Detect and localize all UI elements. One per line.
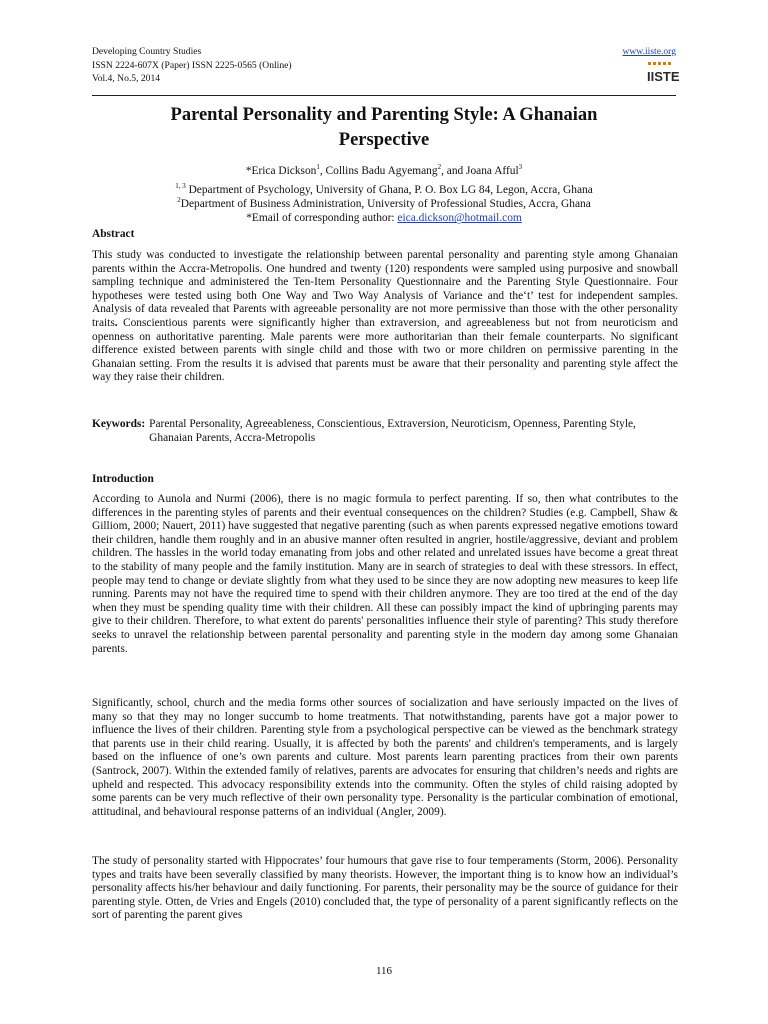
author-2: , Collins Badu Agyemang bbox=[319, 165, 438, 177]
iiste-logo bbox=[646, 61, 680, 90]
affiliation-2: $^2$Department of Business Administration, University of Professional Studies, Accra, Ghana bbox=[177, 196, 591, 211]
journal-url-link[interactable]: www.iiste.org bbox=[622, 46, 676, 57]
author-list bbox=[92, 164, 676, 178]
intro-paragraph-3: The study of personality started with Hippocrates’ four humours that gave rise to four temperaments (Storm, 2006). Personality types and traits have been severally classified by many theorists. However, the important thing is to know how an individual’s personality affects his/her behaviour and daily functioning. For parents, their personality may be the source of guidance for their parenting style. Otten, de Vries and Engels (2010) concluded that, the type of personality of a parent significantly reflects on the sort of parenting the parent gives bbox=[92, 855, 678, 922]
header-divider bbox=[92, 95, 676, 96]
journal-header-right bbox=[622, 45, 680, 90]
affiliation-1-sup: 1, 3 bbox=[175, 182, 186, 191]
keywords-label: Keywords: bbox=[92, 418, 146, 430]
author-1: *Erica Dickson bbox=[245, 165, 317, 177]
author-2-sup: 2 bbox=[437, 163, 442, 172]
keywords-list: Parental Personality, Agreeableness, Conscientious, Extraversion, Neuroticism, Openness, Parenting Style, Ghanaian Parents, Accra-Metropolis bbox=[149, 418, 636, 444]
corresponding-email: *Email of corresponding author: eica.dickson@hotmail.com bbox=[246, 212, 522, 225]
page-number: 116 bbox=[375, 965, 393, 977]
journal-header bbox=[92, 45, 292, 86]
paper-title bbox=[92, 103, 676, 153]
journal-volume: Vol.4, No.5, 2014 bbox=[92, 73, 161, 85]
title-line-1: Parental Personality and Parenting Style: A Ghanaian bbox=[170, 105, 598, 125]
affiliation-1: $^{1, 3}$ Department of Psychology, University of Ghana, P. O. Box LG 84, Legon, Accra, Ghana bbox=[175, 182, 593, 196]
author-3-sup: 3 bbox=[518, 163, 523, 172]
title-line-2: Perspective bbox=[338, 130, 430, 150]
author-1-sup: 1 bbox=[316, 163, 320, 172]
affiliation-2-sup: 2 bbox=[177, 196, 181, 205]
abstract-heading: Abstract bbox=[92, 228, 135, 240]
author-3: , and Joana Afful bbox=[441, 165, 519, 177]
svg-text:IISTE: IISTE bbox=[647, 69, 680, 84]
affiliations bbox=[92, 183, 676, 226]
keywords bbox=[92, 417, 678, 445]
email-link[interactable]: eica.dickson@hotmail.com bbox=[397, 212, 522, 225]
journal-issn: ISSN 2224-607X (Paper) ISSN 2225-0565 (Online) bbox=[92, 59, 292, 71]
introduction-heading: Introduction bbox=[92, 473, 154, 485]
intro-paragraph-1: According to Aunola and Nurmi (2006), there is no magic formula to perfect parenting. If so, then what contributes to the differences in the parenting styles of parents and their eventual consequences on the children? Studies (e.g. Campbell, Shaw & Gilliom, 2000; Nauert, 2011) have suggested that negative parenting (such as when parents expressed negative emotions toward their children, handle them roughly and in an abusive manner often resulted in angrier, hostile/aggressive, deviant and problem children. The hassles in the world today emanating from jobs and other related and unrelated issues have become a great threat to the stability of many people and the family institution. Many are in search of strategies to deal with these stressors. In effect, people may tend to change or deviate slightly from what they used to be since they are now adopting new measures to keep life running. Parents may not have the required time to spend with their children anymore. They are too tired at the end of the day when they must be spending quality time with their children. All these can possibly impact the kind of upbringing parents may give to their children. Therefore, to what extent do parents' personalities influence their style of parenting? This study therefore seeks to unravel the relationship between parental personality and parenting style in the modern day among some Ghanaian parents. bbox=[92, 493, 678, 655]
intro-paragraph-2: Significantly, school, church and the media forms other sources of socialization and have seriously impacted on the lives of many so that they may no longer succumb to home treatments. That notwithstanding, parents have got a major power to influence the lives of their children. Parenting style from a psychological perspective can be viewed as the benchmark strategy that parents use in their child rearing. Usually, it is affected by both the parents' and children's temperaments, and is largely based on the influence of one’s own parents and culture. Most parents learn parenting practices from their own parents (Santrock, 2007). Within the extended family of relatives, parents are advocates for ensuring that children’s needs and rights are upheld and respected. This advocacy responsibility extends into the community. Often the styles of child raising adopted by some parents can be very much reflective of their own personality type. Personality is the particular combination of emotional, attitudinal, and behavioural response patterns of an individual (Angler, 2009). bbox=[92, 697, 678, 818]
abstract-text: This study was conducted to investigate the relationship between parental personality and parenting style among Ghanaian parents within the Accra-Metropolis. One hundred and twenty (120) respondents were sampled using purposive and snowball sampling technique and administered the Ten-Item Personality Questionnaire and the Parenting Style Questionnaire. Four hypotheses were tested using both One Way and Two Way Analysis of Variance and the‘t’ test for independent samples. Analysis of data revealed that Parents with agreeable personality are not more permissive than those with the other personality traits. Conscientious parents were significantly higher than extraversion, and agreeableness but not from neuroticism and openness on authoritative parenting. Male parents were more authoritarian than their female counterparts. No significant difference existed between parents with single child and those with two or more children on permissive parenting in the Ghanaian setting. From the results it is advised that parents must be aware that their personality and parenting style affect the way they raise their children. bbox=[92, 249, 678, 384]
journal-name: Developing Country Studies bbox=[92, 46, 202, 57]
